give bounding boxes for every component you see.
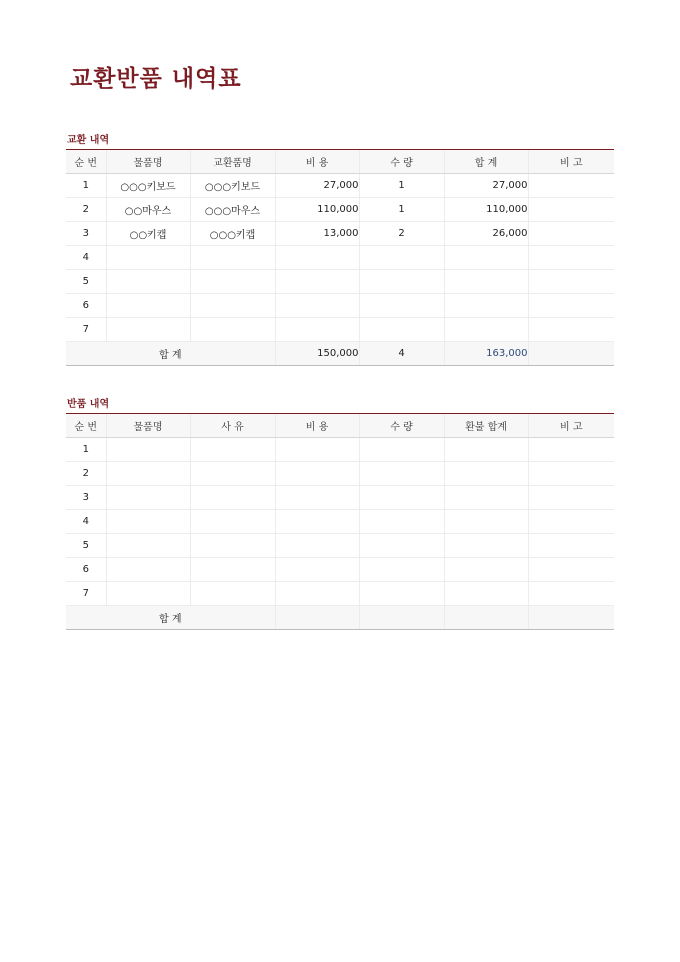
- row-reason: [190, 534, 275, 558]
- col-header-exchange-item: 교환품명: [190, 150, 275, 174]
- col-header-cost: 비 용: [275, 150, 359, 174]
- row-no: 4: [66, 246, 106, 270]
- row-exchange-item: [190, 270, 275, 294]
- row-no: 1: [66, 174, 106, 198]
- col-header-qty: 수 량: [359, 150, 444, 174]
- row-item: ○○키캡: [106, 222, 190, 246]
- page-title: 교환반품 내역표: [70, 66, 242, 92]
- row-qty: [359, 534, 444, 558]
- table-row: [66, 582, 614, 606]
- row-note: [528, 462, 614, 486]
- exchange-section-title: 교환 내역: [67, 135, 110, 146]
- col-header-total: 합 계: [444, 150, 528, 174]
- row-total: 27,000: [444, 174, 528, 198]
- row-note: [528, 246, 614, 270]
- table-row: [66, 462, 614, 486]
- row-refund: [444, 486, 528, 510]
- returns-table: [66, 413, 614, 630]
- col-header-item: 물품명: [106, 150, 190, 174]
- row-no: 3: [66, 222, 106, 246]
- row-reason: [190, 558, 275, 582]
- row-refund: [444, 558, 528, 582]
- col-header-cost: 비 용: [275, 414, 359, 438]
- row-qty: [359, 246, 444, 270]
- row-no: 4: [66, 510, 106, 534]
- row-item: [106, 510, 190, 534]
- row-cost: [275, 558, 359, 582]
- table-row: [66, 198, 614, 222]
- col-header-item: 물품명: [106, 414, 190, 438]
- row-item: [106, 558, 190, 582]
- row-item: [106, 438, 190, 462]
- row-cost: [275, 486, 359, 510]
- returns-sum-row: [66, 606, 614, 630]
- row-qty: 2: [359, 222, 444, 246]
- row-qty: [359, 438, 444, 462]
- row-note: [528, 222, 614, 246]
- row-cost: [275, 270, 359, 294]
- col-header-no: 순 번: [66, 150, 106, 174]
- row-total: 110,000: [444, 198, 528, 222]
- row-item: ○○○키보드: [106, 174, 190, 198]
- col-header-note: 비 고: [528, 150, 614, 174]
- returns-section-title: 반품 내역: [67, 399, 110, 410]
- row-qty: [359, 270, 444, 294]
- row-reason: [190, 510, 275, 534]
- row-no: 7: [66, 318, 106, 342]
- col-header-note: 비 고: [528, 414, 614, 438]
- row-refund: [444, 582, 528, 606]
- row-exchange-item: [190, 318, 275, 342]
- row-note: [528, 534, 614, 558]
- row-cost: [275, 462, 359, 486]
- row-exchange-item: ○○○마우스: [190, 198, 275, 222]
- col-header-no: 순 번: [66, 414, 106, 438]
- returns-header-row: [66, 414, 614, 438]
- row-cost: [275, 510, 359, 534]
- row-qty: [359, 462, 444, 486]
- row-exchange-item: ○○○키보드: [190, 174, 275, 198]
- row-no: 7: [66, 582, 106, 606]
- row-total: [444, 270, 528, 294]
- sum-refund: [444, 606, 528, 630]
- row-note: [528, 510, 614, 534]
- row-no: 5: [66, 534, 106, 558]
- row-qty: 1: [359, 174, 444, 198]
- row-qty: [359, 558, 444, 582]
- row-qty: 1: [359, 198, 444, 222]
- row-note: [528, 294, 614, 318]
- sum-cost: 150,000: [275, 342, 359, 366]
- row-note: [528, 270, 614, 294]
- row-cost: [275, 246, 359, 270]
- col-header-refund: 환불 합계: [444, 414, 528, 438]
- row-note: [528, 318, 614, 342]
- row-qty: [359, 510, 444, 534]
- table-row: [66, 294, 614, 318]
- exchange-sum-row: [66, 342, 614, 366]
- row-item: ○○마우스: [106, 198, 190, 222]
- row-exchange-item: [190, 294, 275, 318]
- table-row: [66, 246, 614, 270]
- row-cost: [275, 438, 359, 462]
- row-qty: [359, 318, 444, 342]
- sum-label: 합 계: [66, 606, 275, 630]
- row-cost: [275, 582, 359, 606]
- row-no: 6: [66, 294, 106, 318]
- row-total: [444, 294, 528, 318]
- row-qty: [359, 294, 444, 318]
- row-note: [528, 582, 614, 606]
- table-row: [66, 486, 614, 510]
- sum-label: 합 계: [66, 342, 275, 366]
- row-note: [528, 486, 614, 510]
- row-exchange-item: [190, 246, 275, 270]
- row-item: [106, 486, 190, 510]
- row-cost: [275, 294, 359, 318]
- row-cost: [275, 318, 359, 342]
- row-cost: 27,000: [275, 174, 359, 198]
- table-row: [66, 510, 614, 534]
- row-cost: 110,000: [275, 198, 359, 222]
- row-item: [106, 318, 190, 342]
- row-cost: [275, 534, 359, 558]
- sum-note: [528, 342, 614, 366]
- row-total: [444, 246, 528, 270]
- row-item: [106, 294, 190, 318]
- row-qty: [359, 486, 444, 510]
- exchange-table: [66, 149, 614, 366]
- row-note: [528, 438, 614, 462]
- row-reason: [190, 486, 275, 510]
- row-no: 3: [66, 486, 106, 510]
- table-row: [66, 558, 614, 582]
- row-refund: [444, 462, 528, 486]
- row-no: 2: [66, 462, 106, 486]
- sum-total: 163,000: [444, 342, 528, 366]
- row-refund: [444, 510, 528, 534]
- row-reason: [190, 438, 275, 462]
- col-header-reason: 사 유: [190, 414, 275, 438]
- row-item: [106, 462, 190, 486]
- row-qty: [359, 582, 444, 606]
- row-refund: [444, 534, 528, 558]
- table-row: [66, 174, 614, 198]
- row-total: 26,000: [444, 222, 528, 246]
- row-note: [528, 174, 614, 198]
- row-item: [106, 534, 190, 558]
- row-reason: [190, 582, 275, 606]
- row-item: [106, 582, 190, 606]
- row-no: 5: [66, 270, 106, 294]
- row-note: [528, 198, 614, 222]
- sum-cost: [275, 606, 359, 630]
- sum-note: [528, 606, 614, 630]
- exchange-header-row: [66, 150, 614, 174]
- sum-qty: [359, 606, 444, 630]
- table-row: [66, 438, 614, 462]
- row-no: 2: [66, 198, 106, 222]
- row-refund: [444, 438, 528, 462]
- table-row: [66, 270, 614, 294]
- row-total: [444, 318, 528, 342]
- row-exchange-item: ○○○키캡: [190, 222, 275, 246]
- row-no: 6: [66, 558, 106, 582]
- table-row: [66, 534, 614, 558]
- col-header-qty: 수 량: [359, 414, 444, 438]
- row-note: [528, 558, 614, 582]
- row-reason: [190, 462, 275, 486]
- table-row: [66, 318, 614, 342]
- row-no: 1: [66, 438, 106, 462]
- table-row: [66, 222, 614, 246]
- row-cost: 13,000: [275, 222, 359, 246]
- row-item: [106, 270, 190, 294]
- sum-qty: 4: [359, 342, 444, 366]
- row-item: [106, 246, 190, 270]
